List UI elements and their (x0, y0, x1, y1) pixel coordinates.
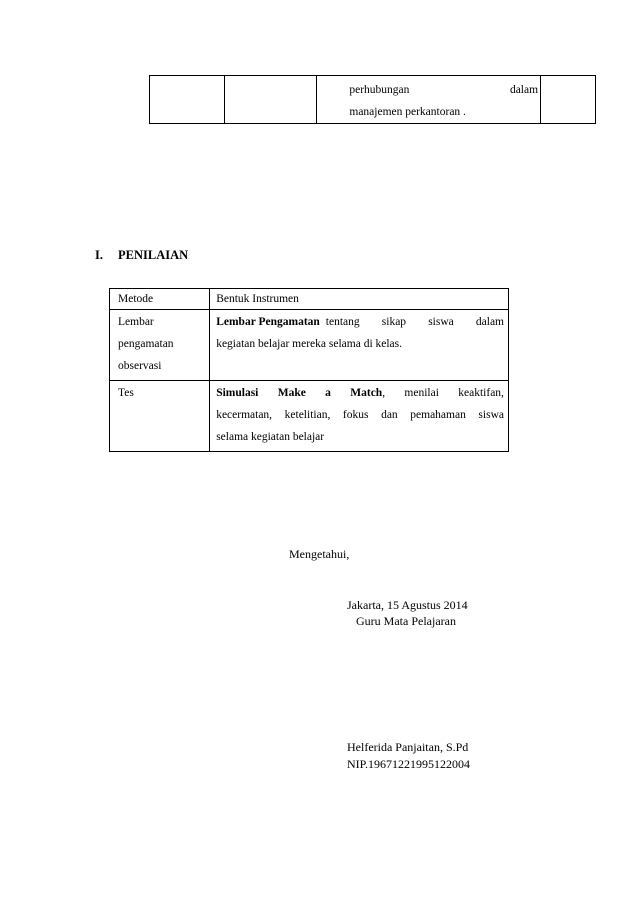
description-word: dalam (509, 84, 539, 96)
instrument-cell (210, 310, 509, 381)
instrument-line (216, 382, 504, 404)
table-header-row (110, 289, 509, 310)
signer-role: Guru Mata Pelajaran (356, 614, 456, 628)
assessment-table (109, 288, 509, 452)
method-cell (110, 381, 210, 452)
continuation-table (149, 75, 596, 124)
instrument-cell (210, 381, 509, 452)
description-text: manajemen perkantoran . (349, 106, 466, 118)
table-cell-empty (150, 76, 225, 124)
table-cell-description (317, 76, 541, 124)
method-cell (110, 310, 210, 381)
header-instrument: Bentuk Instrumen (210, 289, 509, 310)
table-row (150, 76, 596, 124)
method-line: observasi (118, 360, 162, 372)
instrument-text: kecermatan, ketelitian, fokus dan pemahaman siswa (216, 409, 504, 421)
instrument-title-word: Match (350, 387, 383, 399)
instrument-line: selama kegiatan belajar (216, 431, 325, 443)
method-line: Tes (118, 387, 134, 399)
instrument-title-word: a (325, 387, 331, 399)
section-heading (95, 248, 188, 263)
description-word: perhubungan (349, 84, 410, 96)
section-title: PENILAIAN (118, 248, 189, 262)
instrument-title-word: Simulasi (216, 387, 259, 399)
acknowledged-label: Mengetahui, (289, 547, 350, 561)
table-row (110, 381, 509, 452)
table-row (110, 310, 509, 381)
section-number: I. (95, 248, 103, 262)
instrument-text: keaktifan, (458, 387, 504, 399)
instrument-title-word: Make (277, 387, 306, 399)
instrument-text: , (382, 387, 386, 399)
method-line: Lembar (118, 316, 154, 328)
instrument-text: menilai (404, 387, 439, 399)
header-method: Metode (110, 289, 210, 310)
table-cell-empty (224, 76, 317, 124)
instrument-text: tentang sikap siswa dalam (325, 316, 504, 328)
signer-nip: NIP.19671221995122004 (347, 757, 471, 771)
instrument-line: kegiatan belajar mereka selama di kelas. (216, 338, 403, 350)
description-line (349, 101, 538, 123)
table-cell-empty (541, 76, 596, 124)
signer-name: Helferida Panjaitan, S.Pd (347, 740, 469, 754)
instrument-title: Lembar Pengamatan (216, 316, 320, 328)
method-line: pengamatan (118, 338, 174, 350)
place-date: Jakarta, 15 Agustus 2014 (347, 598, 468, 612)
instrument-line (216, 404, 504, 426)
instrument-line (216, 311, 504, 333)
description-line (349, 79, 538, 101)
